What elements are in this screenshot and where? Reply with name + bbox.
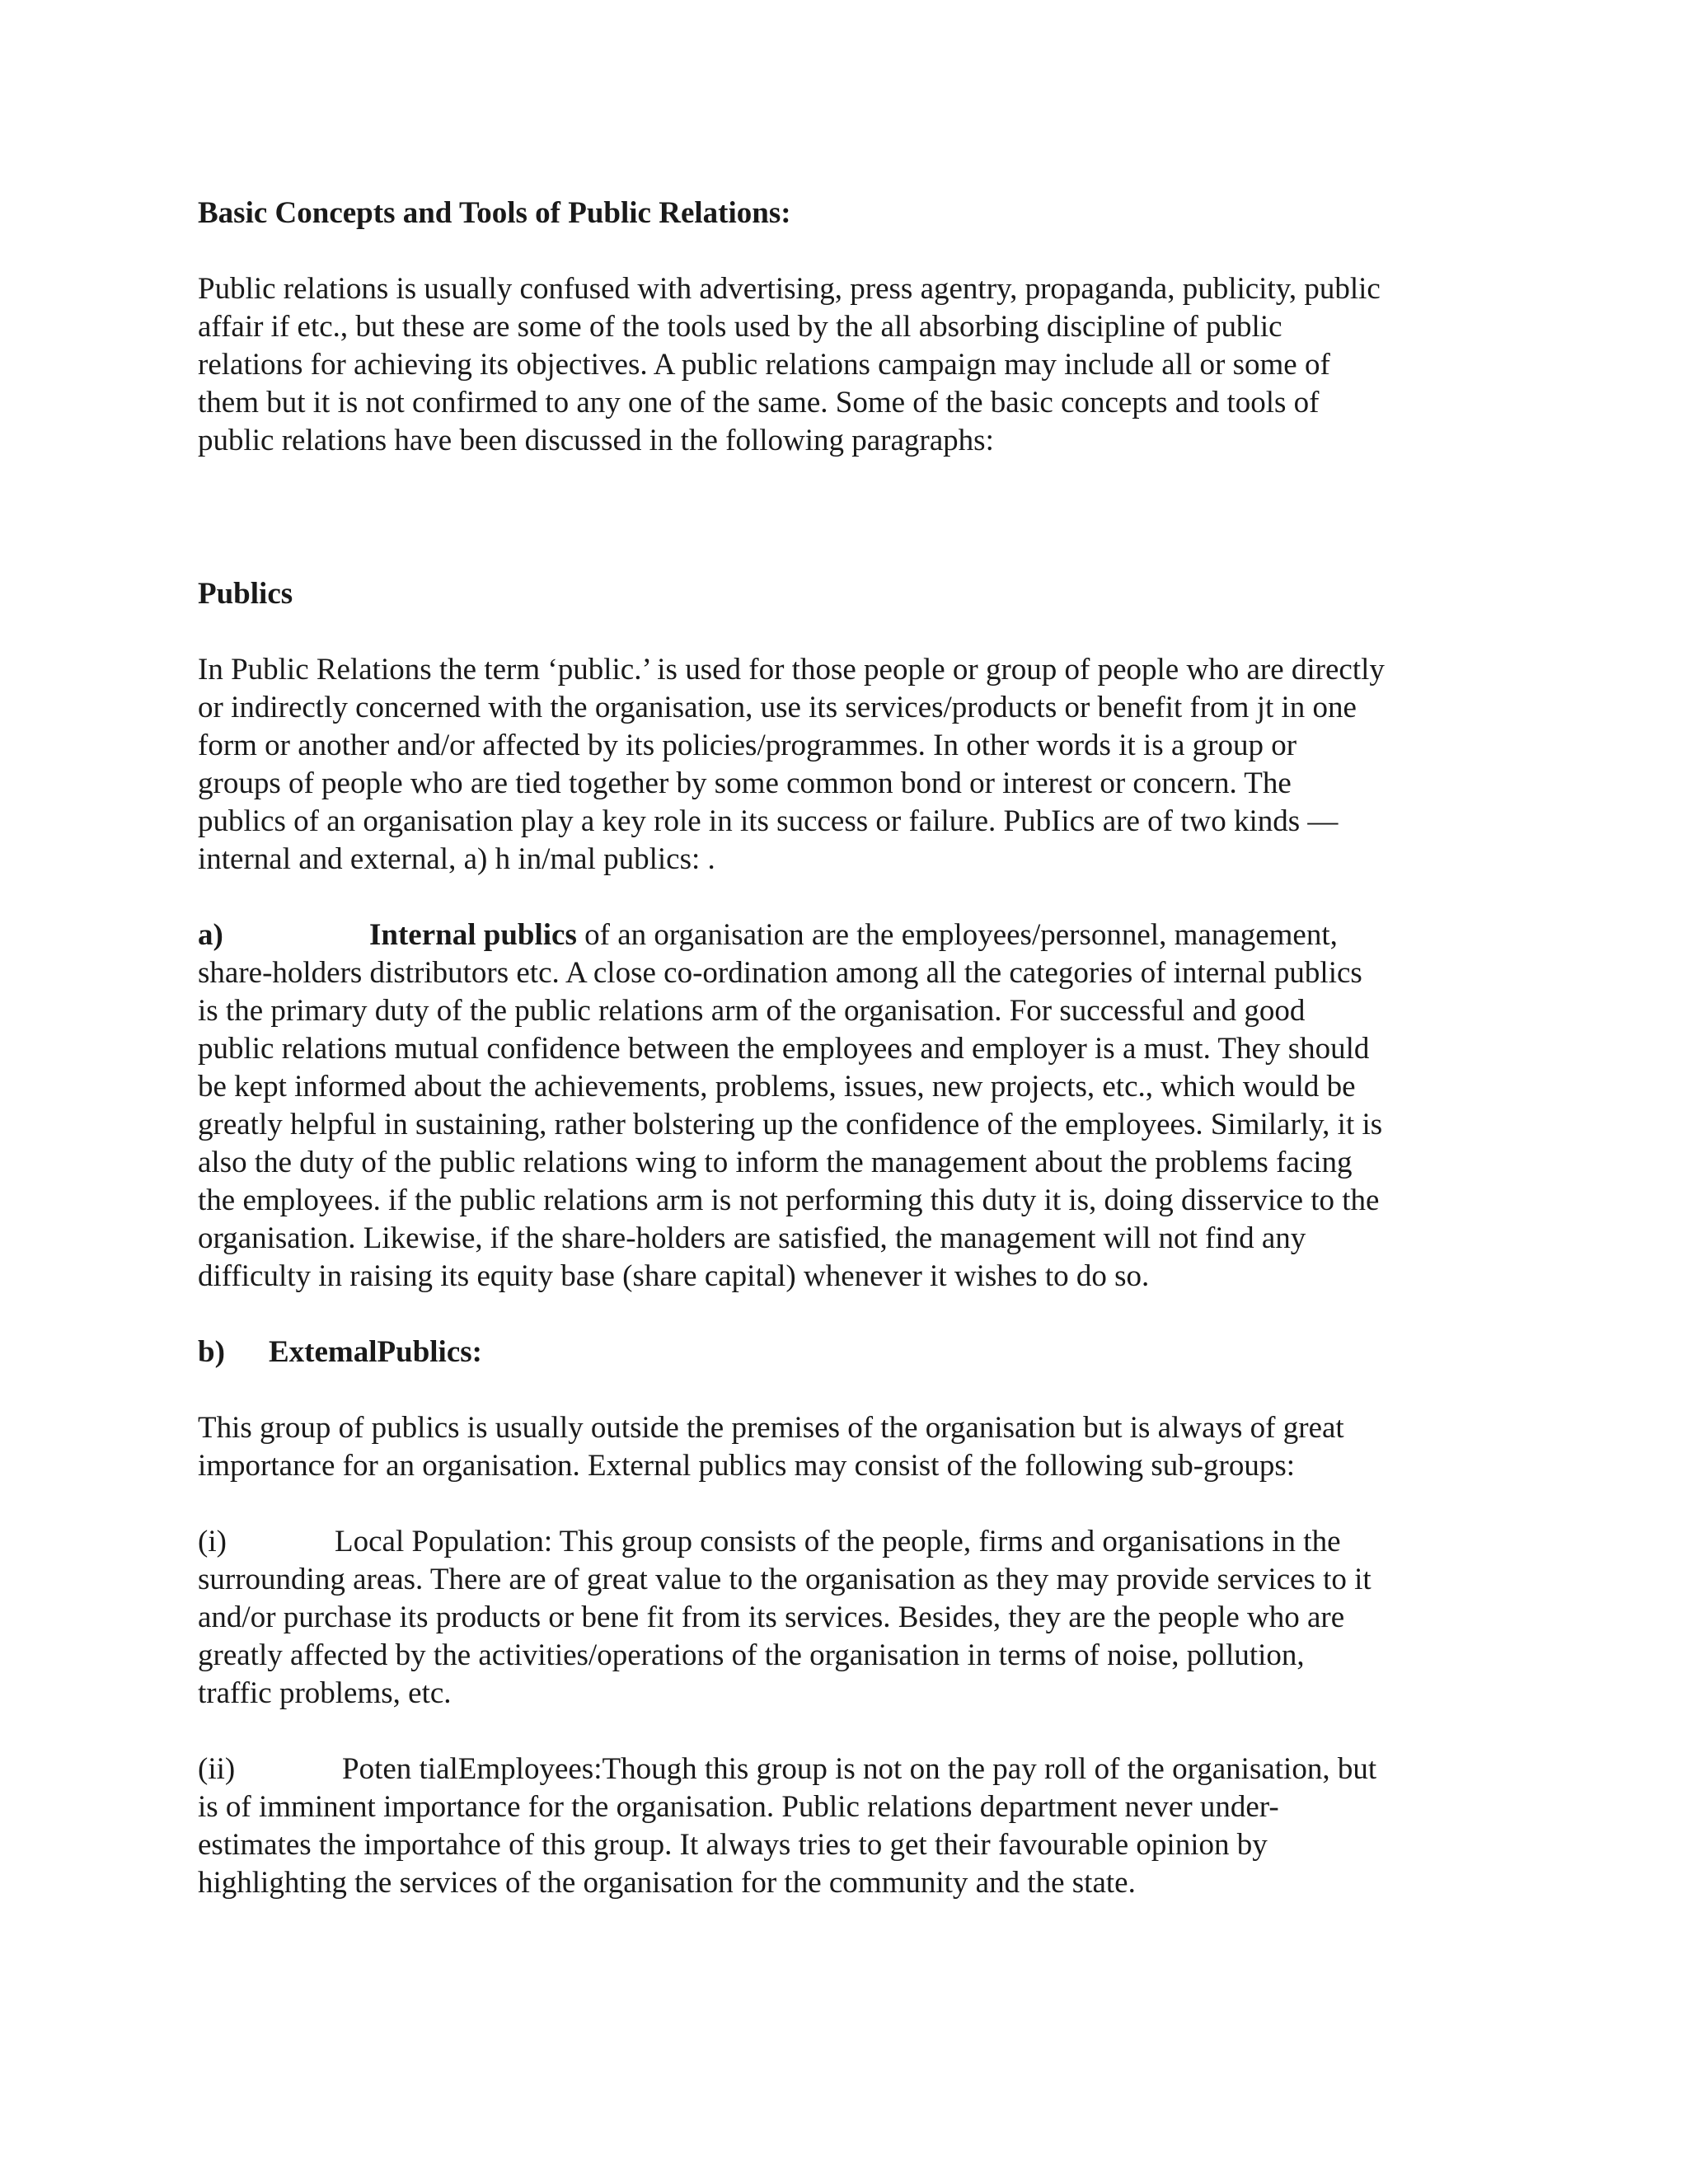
local-line: surrounding areas. There are of great value to the organisation as they may provide services to it (198, 1563, 1372, 1596)
internal-line: is the primary duty of the public relations arm of the organisation. For successful and good (198, 994, 1306, 1028)
intro-paragraph (198, 270, 1517, 460)
document-title: Basic Concepts and Tools of Public Relations: (198, 196, 791, 230)
publics-paragraph (198, 651, 1517, 879)
publics-line: In Public Relations the term ‘public.’ is used for those people or group of people who are directly (198, 653, 1385, 687)
local-line: traffic problems, etc. (198, 1676, 452, 1710)
publics-line: groups of people who are tied together by some common bond or interest or concern. The (198, 766, 1292, 800)
intro-line: Public relations is usually confused with advertising, press agentry, propaganda, publicity, public (198, 272, 1381, 306)
document-page (198, 194, 1517, 1902)
internal-line: also the duty of the public relations wing to inform the management about the problems facing (198, 1146, 1353, 1179)
list-marker: (ii) (198, 1752, 236, 1786)
potential-first-text: Poten tialEmployees:Though this group is not on the pay roll of the organisation, but (342, 1752, 1377, 1786)
internal-line: share-holders distributors etc. A close co-ordination among all the categories of internal publics (198, 956, 1362, 990)
publics-line: internal and external, a) h in/mal publics: . (198, 842, 715, 876)
potential-first-line (198, 1750, 1517, 1788)
list-marker: b) (198, 1335, 225, 1369)
internal-publics-term: Internal publics (369, 918, 577, 952)
list-marker: a) (198, 918, 223, 952)
intro-line: relations for achieving its objectives. A public relations campaign may include all or some of (198, 348, 1330, 382)
external-publics-heading (198, 1333, 1517, 1371)
local-population-paragraph (198, 1523, 1517, 1713)
internal-publics-paragraph (198, 916, 1517, 1296)
internal-line: the employees. if the public relations arm is not performing this duty it is, doing disservice to the (198, 1183, 1380, 1217)
potential-line: is of imminent importance for the organisation. Public relations department never under- (198, 1790, 1279, 1824)
potential-line: highlighting the services of the organisation for the community and the state. (198, 1866, 1136, 1900)
internal-line: be kept informed about the achievements, problems, issues, new projects, etc., which would be (198, 1070, 1356, 1104)
intro-line: public relations have been discussed in the following paragraphs: (198, 424, 994, 457)
potential-line: estimates the importahce of this group. It always tries to get their favourable opinion by (198, 1828, 1268, 1862)
internal-line: greatly helpful in sustaining, rather bolstering up the confidence of the employees. Similarly, it is (198, 1108, 1383, 1141)
intro-line: affair if etc., but these are some of the tools used by the all absorbing discipline of public (198, 310, 1282, 344)
local-line: greatly affected by the activities/operations of the organisation in terms of noise, pollution, (198, 1638, 1305, 1672)
internal-line: organisation. Likewise, if the share-holders are satisfied, the management will not find any (198, 1221, 1306, 1255)
local-first-text: Local Population: This group consists of the people, firms and organisations in the (335, 1525, 1341, 1558)
local-line: and/or purchase its products or bene fit from its services. Besides, they are the people who are (198, 1601, 1345, 1634)
intro-line: them but it is not confirmed to any one of the same. Some of the basic concepts and tools of (198, 386, 1320, 419)
internal-first-line (198, 916, 1517, 954)
internal-line: difficulty in raising its equity base (share capital) whenever it wishes to do so. (198, 1259, 1150, 1293)
publics-line: publics of an organisation play a key role in its success or failure. PubIics are of two kinds — (198, 804, 1339, 838)
external-publics-heading-text: ExtemalPublics: (269, 1335, 482, 1369)
internal-line: public relations mutual confidence between the employees and employer is a must. They should (198, 1032, 1370, 1066)
external-intro-paragraph (198, 1409, 1517, 1485)
list-marker: (i) (198, 1525, 227, 1558)
potential-employees-paragraph (198, 1750, 1517, 1902)
internal-first-rest: of an organisation are the employees/personnel, management, (576, 918, 1338, 952)
publics-line: or indirectly concerned with the organisation, use its services/products or benefit from jt in one (198, 691, 1357, 724)
publics-line: form or another and/or affected by its policies/programmes. In other words it is a group or (198, 729, 1297, 762)
local-first-line (198, 1523, 1517, 1561)
publics-heading: Publics (198, 577, 293, 611)
external-intro-line: importance for an organisation. External publics may consist of the following sub-groups: (198, 1449, 1296, 1483)
external-intro-line: This group of publics is usually outside the premises of the organisation but is always of great (198, 1411, 1344, 1445)
